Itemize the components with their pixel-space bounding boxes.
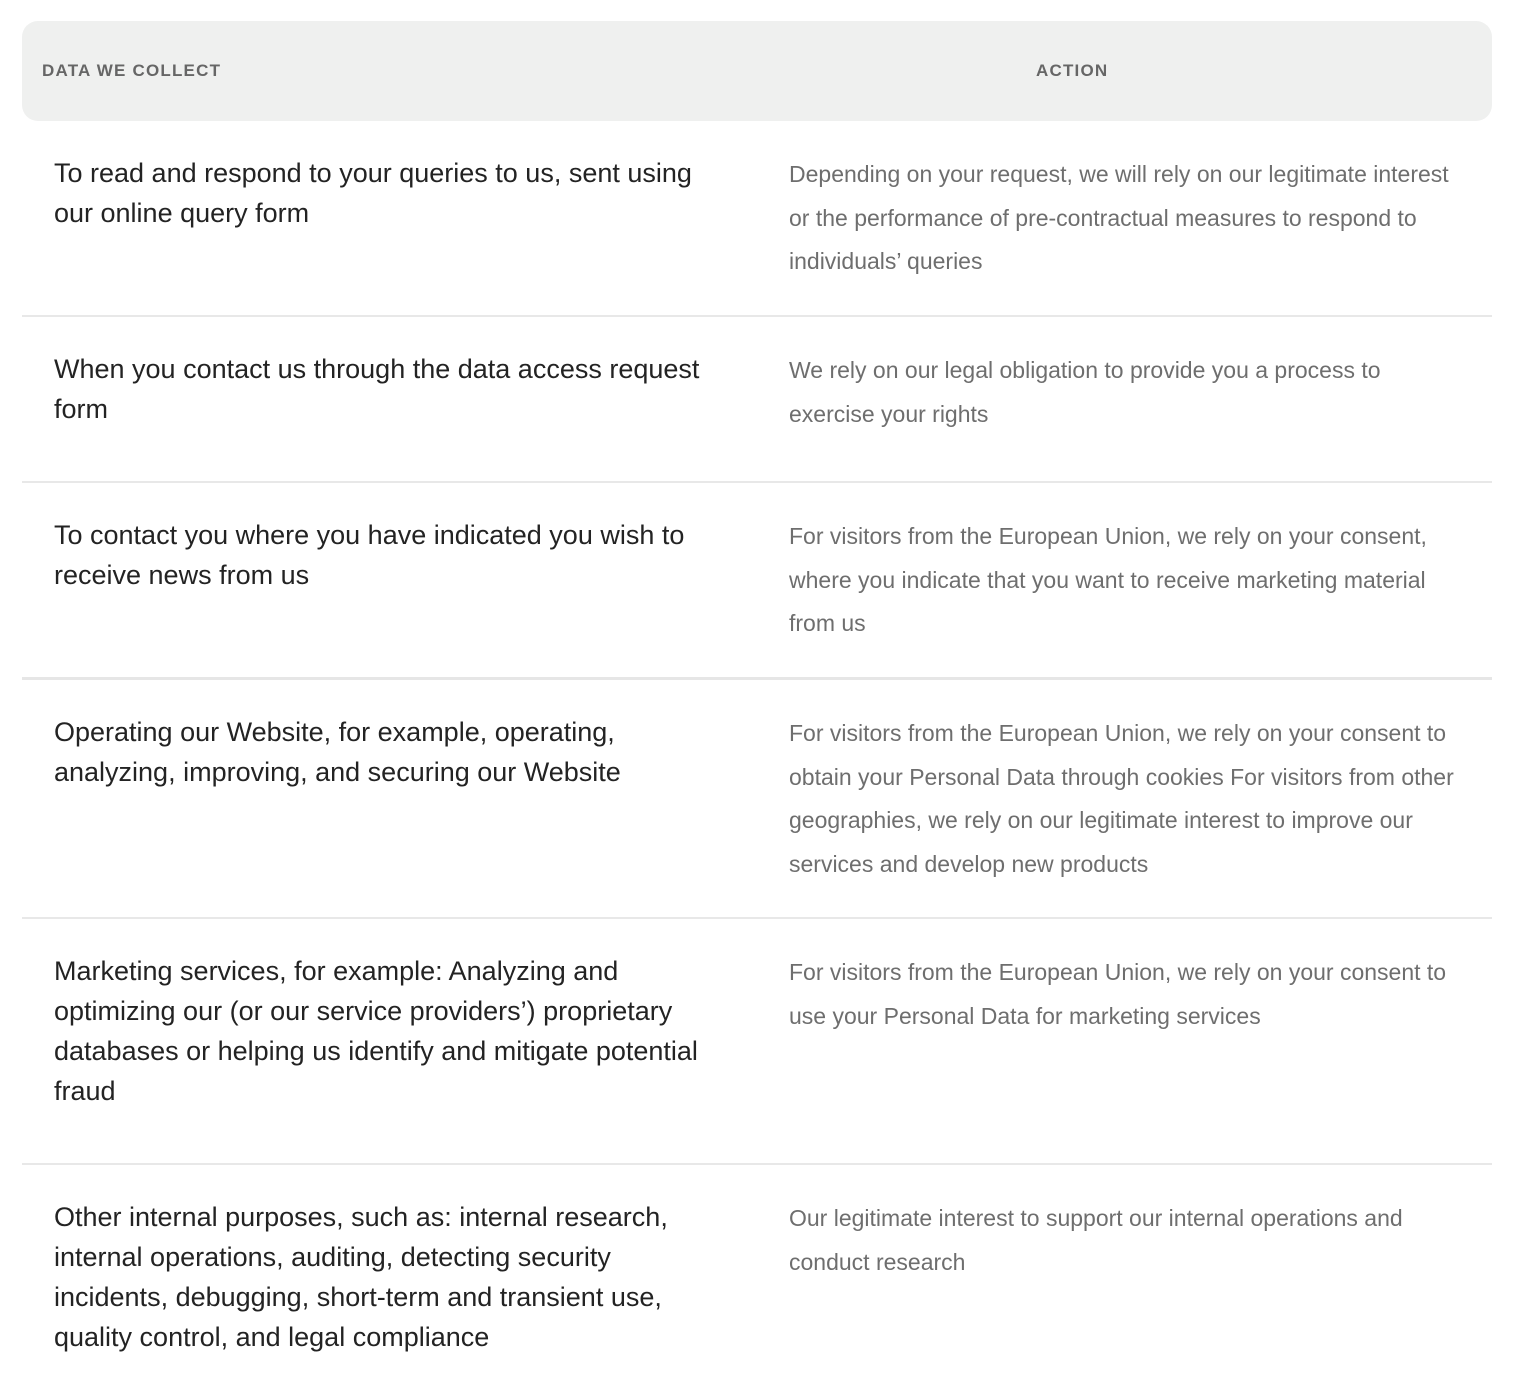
- table-row: [22, 1165, 1492, 1375]
- table-row: [22, 121, 1492, 317]
- action-cell: We rely on our legal obligation to provide you a process to exercise your rights: [789, 357, 1381, 427]
- column-header-action: ACTION: [1036, 61, 1109, 80]
- data-cell: Operating our Website, for example, operating, analyzing, improving, and securing our Website: [54, 717, 621, 787]
- data-cell: To read and respond to your queries to us, sent using our online query form: [54, 158, 692, 228]
- table-row: [22, 680, 1492, 919]
- data-cell: Marketing services, for example: Analyzing and optimizing our (or our service providers’) proprietary databases or helping us identify and mitigate potential fraud: [54, 956, 698, 1106]
- action-cell: For visitors from the European Union, we rely on your consent to obtain your Personal Data through cookies For visitors from other geographies, we rely on our legitimate interest to improve our services and develop new products: [789, 720, 1454, 877]
- action-cell: Depending on your request, we will rely on our legitimate interest or the performance of pre-contractual measures to respond to individuals’ queries: [789, 161, 1449, 274]
- table-row: [22, 919, 1492, 1165]
- data-cell: When you contact us through the data access request form: [54, 354, 700, 424]
- action-cell: Our legitimate interest to support our internal operations and conduct research: [789, 1205, 1403, 1275]
- data-collection-table: [22, 21, 1492, 1375]
- column-header-data-we-collect: DATA WE COLLECT: [42, 61, 222, 80]
- table-row: [22, 483, 1492, 680]
- action-cell: For visitors from the European Union, we rely on your consent to use your Personal Data for marketing services: [789, 959, 1447, 1029]
- data-cell: Other internal purposes, such as: internal research, internal operations, auditing, detecting security incidents, debugging, short-term and transient use, quality control, and legal compliance: [54, 1202, 668, 1352]
- data-cell: To contact you where you have indicated you wish to receive news from us: [54, 520, 685, 590]
- action-cell: For visitors from the European Union, we rely on your consent, where you indicate that you want to receive marketing material from us: [789, 523, 1427, 636]
- table-row: [22, 317, 1492, 483]
- table-header: [22, 21, 1492, 121]
